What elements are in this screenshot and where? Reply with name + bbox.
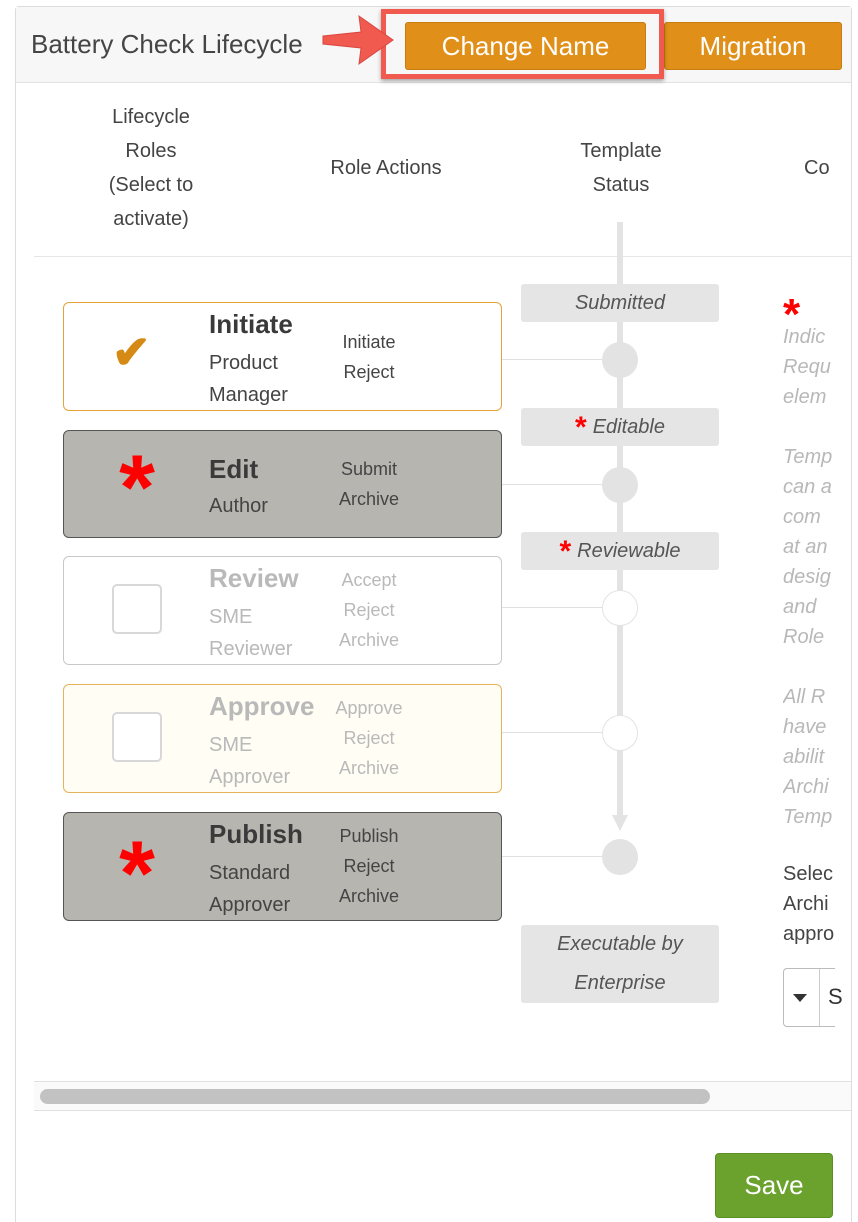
required-asterisk-icon: * [119,437,155,539]
role-card-edit[interactable] [63,430,502,538]
lifecycle-title: Battery Check Lifecycle [31,29,303,59]
checkbox-icon[interactable] [112,584,162,634]
role-subtitle [209,490,319,522]
note-line: can a [783,476,832,498]
status-editable [521,408,719,446]
note-line: Archi [783,776,829,798]
status-label: Reviewable [577,540,681,562]
checkbox-icon[interactable] [112,712,162,762]
column-header-actions: Role Actions [330,157,442,179]
timeline-node-filled [602,342,638,378]
role-connector [502,856,602,857]
role-actions [319,327,419,387]
save-button[interactable]: Save [715,1153,833,1218]
column-header-status-line: Status [592,174,650,196]
archive-note [783,682,853,832]
status-label: Submitted [574,292,666,314]
role-subtitle-line: Standard [209,862,291,884]
change-name-button[interactable]: Change Name [405,22,646,70]
role-action: Archive [338,758,400,778]
role-name: Edit [209,454,259,484]
role-subtitle-line: SME [209,734,253,756]
role-action: Archive [338,489,400,509]
role-connector [502,359,602,360]
role-action: Approve [335,698,403,718]
highlight-box [381,9,664,79]
column-header-status-line: Template [580,140,662,162]
note-line: at an [783,536,828,558]
role-subtitle-line: Manager [209,384,288,406]
column-header-roles-line: (Select to [108,174,194,196]
role-subtitle-line: Product [209,352,278,374]
column-header-roles-line: activate) [113,208,189,230]
role-action: Submit [340,459,398,479]
status-label-line: Executable by [557,933,683,955]
role-name: Initiate [209,309,293,339]
required-asterisk-icon: * [783,290,801,339]
label-line: Archi [783,893,829,915]
timeline-node-filled [602,839,638,875]
note-line: Role [783,626,825,648]
required-asterisk-icon: * [119,823,155,925]
migration-button[interactable]: Migration [664,22,842,70]
role-connector [502,732,602,733]
timeline-node-hollow [602,590,638,626]
label-line: appro [783,923,835,945]
role-actions [319,454,419,514]
role-card-publish[interactable] [63,812,502,925]
role-subtitle [209,601,319,665]
timeline-node-filled [602,467,638,503]
note-line: desig [783,566,831,588]
status-executable [521,925,719,1003]
note-line: Temp [783,446,833,468]
select-value: S [828,984,843,1009]
chevron-down-icon [793,994,807,1002]
lifecycle-panel [15,6,852,1222]
legend-line: Indic [783,326,826,348]
timeline-node-hollow [602,715,638,751]
timeline-arrowhead-icon [612,815,628,831]
pointer-arrow-icon [321,10,395,66]
role-subtitle-line: Author [209,495,268,517]
role-actions [319,693,419,783]
note-line: com [783,506,821,528]
role-subtitle-line: Reviewer [209,638,293,660]
legend-line: Requ [783,356,831,378]
role-action: Archive [338,886,400,906]
check-icon: ✔ [112,326,151,378]
note-line: have [783,716,827,738]
column-header-roles-line: Roles [125,140,177,162]
status-submitted [521,284,719,322]
role-actions [319,821,419,911]
status-label-line: Enterprise [574,972,666,994]
role-action: Reject [343,728,395,748]
panel-header [16,7,851,83]
required-asterisk-icon: * [575,410,587,444]
archive-approver-label [783,859,853,949]
role-action: Publish [339,826,399,846]
role-subtitle-line: SME [209,606,253,628]
note-line: All R [783,686,826,708]
label-line: Selec [783,863,834,885]
column-header-status [546,134,696,202]
role-card-review[interactable] [63,556,502,665]
note-line: and [783,596,817,618]
role-name: Publish [209,819,303,849]
status-reviewable [521,532,719,570]
role-action: Reject [343,362,395,382]
role-action: Reject [343,600,395,620]
role-subtitle [209,729,319,793]
status-label: Editable [592,416,665,438]
role-name: Approve [209,691,315,721]
legend-text [783,322,853,412]
role-card-approve[interactable] [63,684,502,793]
role-action: Reject [343,856,395,876]
role-action: Archive [338,630,400,650]
scrollbar-thumb[interactable] [40,1089,710,1104]
role-name: Review [209,563,299,593]
role-actions [319,565,419,655]
role-card-initiate[interactable] [63,302,502,411]
role-subtitle [209,347,319,411]
required-asterisk-icon: * [559,534,572,568]
role-subtitle-line: Approver [209,894,291,916]
legend-line: elem [783,386,827,408]
column-header-roles-line: Lifecycle [112,106,190,128]
role-connector [502,607,602,608]
column-header-comments: Co [804,157,830,179]
role-connector [502,484,602,485]
note-line: abilit [783,746,825,768]
role-action: Accept [341,570,397,590]
header-divider [34,256,851,257]
template-note [783,442,853,652]
column-header-roles [91,100,211,236]
note-line: Temp [783,806,833,828]
horizontal-scrollbar[interactable] [34,1081,851,1111]
role-subtitle [209,857,319,921]
select-separator [819,969,820,1026]
role-action: Initiate [342,332,396,352]
role-subtitle-line: Approver [209,766,291,788]
archive-approver-select[interactable] [783,968,843,1027]
